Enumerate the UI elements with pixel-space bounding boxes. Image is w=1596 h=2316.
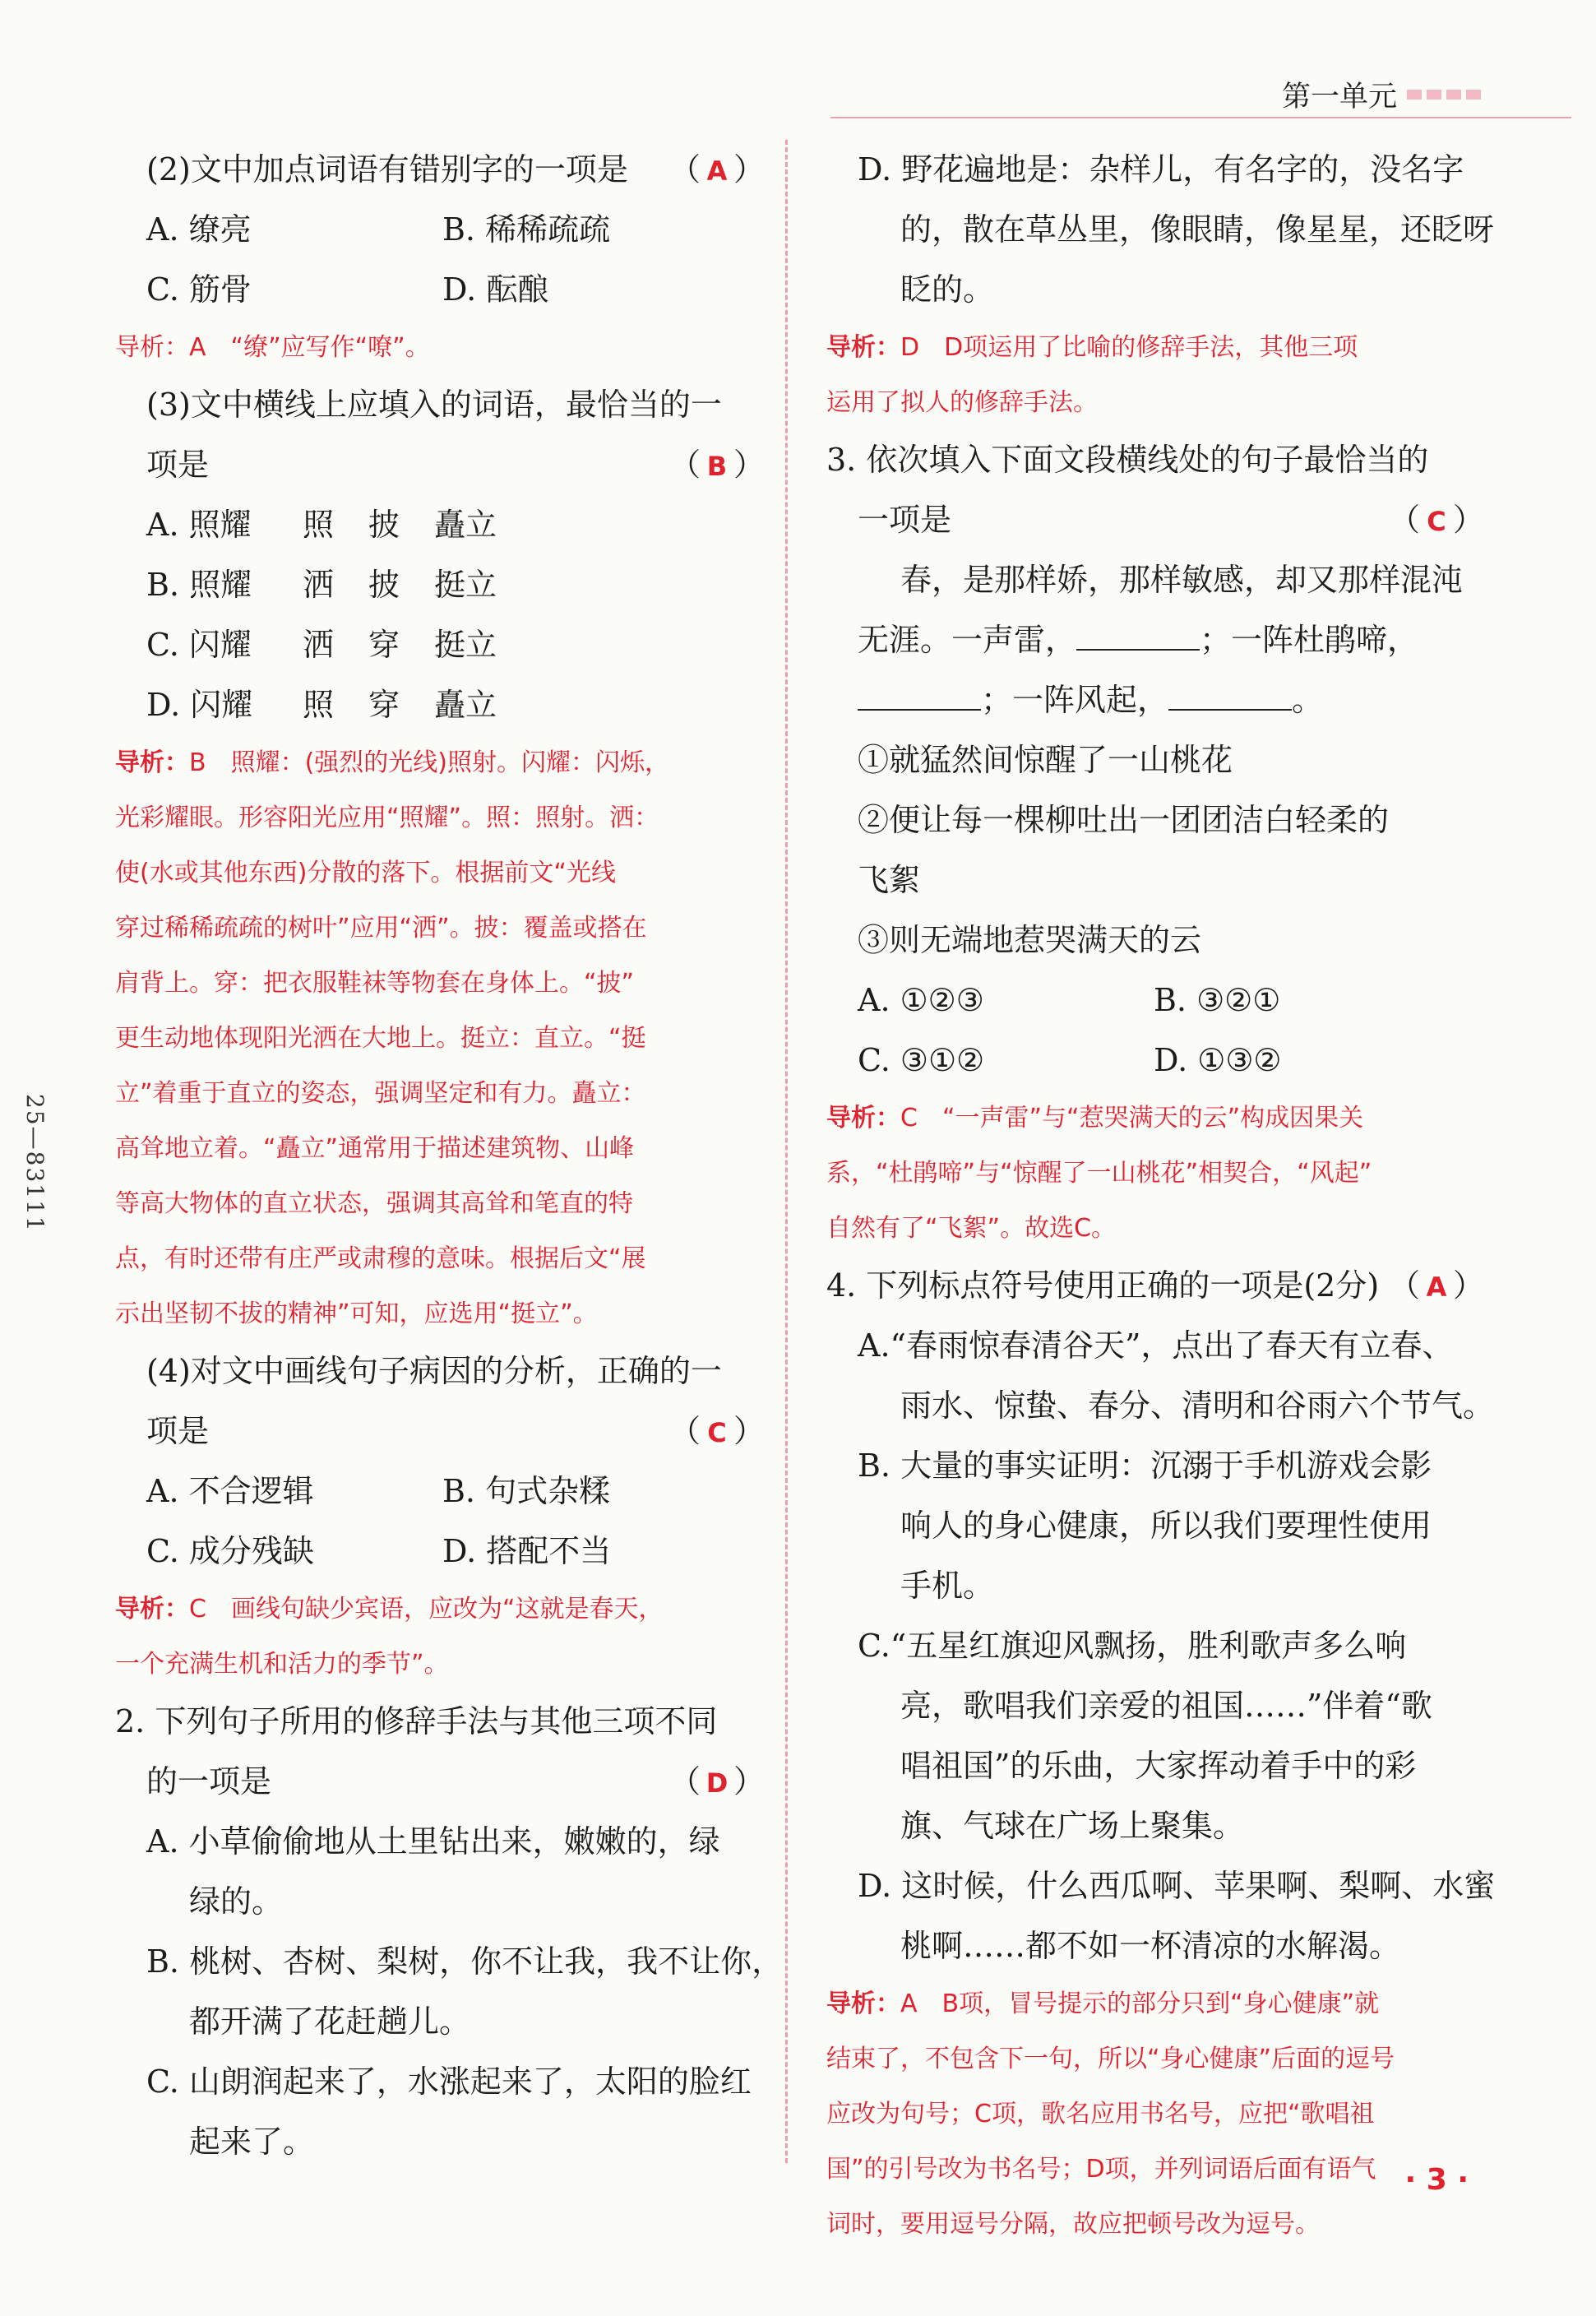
option-cont: 手机。: [900, 1568, 995, 1604]
option-row: B. 照耀 洒 披 挺立: [146, 567, 497, 603]
option: D. 搭配不当: [442, 1533, 612, 1569]
option: D. 酝酿: [442, 271, 549, 308]
option-row: C. 闪耀 洒 穿 挺立: [146, 627, 497, 663]
option: A. 小草偷偷地从土里钻出来，嫩嫩的，绿: [146, 1823, 720, 1860]
option-cont: 眨的。: [900, 271, 995, 308]
analysis-line: 一个充满生机和活力的季节”。: [115, 1650, 449, 1679]
answer-bracket: （ A ）: [1389, 1256, 1484, 1318]
option: B. 大量的事实证明：沉溺于手机游戏会影: [858, 1448, 1432, 1484]
analysis-line: 结束了，不包含下一句，所以“身心健康”后面的逗号: [826, 2045, 1395, 2073]
option-cont: 响人的身心健康，所以我们要理性使用: [900, 1508, 1432, 1544]
analysis-line: 点，有时还带有庄严或肃穆的意味。根据后文“展: [115, 1244, 646, 1273]
answer-bracket: （ A ）: [669, 140, 765, 201]
answer-letter: C: [707, 1417, 727, 1448]
fill-blank: [858, 676, 981, 711]
analysis-line: 导析：C “一声雷”与“惹哭满天的云”构成因果关: [826, 1104, 1364, 1133]
analysis-line: 更生动地体现阳光洒在大地上。挺立：直立。“挺: [115, 1024, 646, 1053]
analysis-line: 示出坚韧不拔的精神”可知，应选用“挺立”。: [115, 1299, 598, 1328]
option: D. ①③②: [1154, 1042, 1282, 1078]
passage-line: ；一阵风起， 。: [826, 670, 1484, 730]
option: C. ③①②: [858, 1042, 985, 1078]
question-stem: 2. 下列句子所用的修辞手法与其他三项不同: [115, 1703, 718, 1739]
analysis-line: 导析：C 画线句缺少宾语，应改为“这就是春天，: [115, 1595, 664, 1624]
unit-title: 第一单元: [1281, 81, 1397, 113]
analysis-line: 系，“杜鹃啼”与“惊醒了一山桃花”相契合，“风起”: [826, 1159, 1372, 1188]
option-cont: 亮，歌唱我们亲爱的祖国……”伴着“歌: [900, 1688, 1432, 1724]
answer-bracket: （ D ）: [669, 1752, 765, 1813]
side-code: 25—83111: [21, 1094, 49, 1233]
option: C.“五星红旗迎风飘扬，胜利歌声多么响: [858, 1628, 1407, 1664]
option: D. 野花遍地是：杂样儿，有名字的，没名字: [858, 151, 1464, 188]
option-cont: 绿的。: [189, 1883, 284, 1920]
option-row: [115, 200, 765, 260]
option-row: [826, 1031, 1484, 1091]
question-stem: 项是 （ B ）: [115, 435, 765, 495]
option: A. 缭亮: [146, 211, 252, 248]
option-cont: 雨水、惊蛰、春分、清明和谷雨六个节气。: [900, 1387, 1495, 1424]
option-row: D. 闪耀 照 穿 矗立: [146, 687, 497, 723]
header-decoration: [1402, 90, 1481, 100]
option: C. 山朗润起来了，水涨起来了，太阳的脸红: [146, 2064, 752, 2100]
analysis-line: 立”着重于直立的姿态，强调坚定和有力。矗立：: [115, 1079, 646, 1108]
analysis-line: 等高大物体的直立状态，强调其高耸和笔直的特: [115, 1189, 633, 1218]
option: A. ①②③: [858, 982, 984, 1018]
analysis-line: 导析：A “缭”应写作“嘹”。: [115, 333, 430, 362]
analysis-line: 自然有了“飞絮”。故选C。: [826, 1214, 1117, 1243]
option: B. 句式杂糅: [442, 1473, 611, 1509]
sentence-item: ②便让每一棵柳吐出一团团洁白轻柔的: [858, 802, 1390, 838]
answer-letter: D: [705, 1767, 729, 1799]
question-stem: (3)文中横线上应填入的词语，最恰当的一: [146, 387, 722, 423]
option-row: [115, 260, 765, 320]
answer-bracket: （ C ）: [1389, 490, 1484, 552]
option-cont: 唱祖国”的乐曲，大家挥动着手中的彩: [900, 1748, 1417, 1784]
left-column: [115, 140, 784, 2172]
analysis-line: 使(水或其他东西)分散的落下。根据前文“光线: [115, 859, 616, 887]
sentence-item: ①就猛然间惊醒了一山桃花: [858, 742, 1233, 778]
column-divider: [785, 140, 788, 2163]
question-stem: 一项是 （ C ）: [826, 490, 1484, 550]
analysis-line: 导析：D D项运用了比喻的修辞手法，其他三项: [826, 333, 1358, 362]
question-stem: 3. 依次填入下面文段横线处的句子最恰当的: [826, 442, 1429, 478]
fill-blank: [1168, 676, 1292, 711]
analysis-line: 高耸地立着。“矗立”通常用于描述建筑物、山峰: [115, 1134, 635, 1163]
question-stem: (4)对文中画线句子病因的分析，正确的一: [146, 1353, 722, 1389]
unit-header: [1282, 74, 1481, 115]
passage-line: 春，是那样娇，那样敏感，却又那样混沌: [900, 562, 1464, 598]
option-row: [826, 970, 1484, 1031]
option-cont: 都开满了花赶趟儿。: [189, 2003, 471, 2040]
option: B. 稀稀疏疏: [442, 211, 611, 248]
analysis-line: 国”的引号改为书名号；D项，并列词语后面有语气: [826, 2155, 1376, 2184]
right-column: [826, 140, 1496, 2252]
answer-bracket: （ B ）: [669, 435, 765, 497]
analysis-line: 词时，要用逗号分隔，故应把顿号改为逗号。: [826, 2210, 1320, 2239]
option-row: [115, 1461, 765, 1522]
option: B. ③②①: [1154, 982, 1281, 1018]
analysis-line: 导析：A B项，冒号提示的部分只到“身心健康”就: [826, 1989, 1380, 2018]
option-cont: 桃啊……都不如一杯清凉的水解渴。: [900, 1928, 1401, 1964]
option: A.“春雨惊春清谷天”，点出了春天有立春、: [858, 1327, 1454, 1364]
page-number: · 3 ·: [1404, 2163, 1469, 2197]
sentence-item: 飞絮: [858, 862, 921, 898]
fill-blank: [1076, 616, 1200, 651]
option: C. 筋骨: [146, 271, 252, 308]
option-row: [115, 1522, 765, 1582]
analysis-line: 穿过稀稀疏疏的树叶”应用“洒”。披：覆盖或搭在: [115, 914, 647, 943]
answer-letter: A: [706, 155, 728, 187]
analysis-line: 运用了拟人的修辞手法。: [826, 388, 1098, 417]
option: D. 这时候，什么西瓜啊、苹果啊、梨啊、水蜜: [858, 1868, 1496, 1904]
option-cont: 的，散在草丛里，像眼睛，像星星，还眨呀: [900, 211, 1495, 248]
analysis-line: 应改为句号；C项，歌名应用书名号，应把“歌唱祖: [826, 2100, 1375, 2128]
answer-letter: B: [706, 451, 728, 482]
header-rule: [830, 117, 1571, 118]
question-stem: 项是 （ C ）: [115, 1401, 765, 1461]
answer-letter: A: [1426, 1271, 1447, 1303]
option: C. 成分残缺: [146, 1533, 314, 1569]
option: A. 不合逻辑: [146, 1473, 314, 1509]
option-row: A. 照耀 照 披 矗立: [146, 507, 497, 543]
answer-bracket: （ C ）: [669, 1401, 765, 1463]
analysis-line: 导析：B 照耀：(强烈的光线)照射。闪耀：闪烁，: [115, 748, 669, 777]
answer-letter: C: [1427, 506, 1446, 537]
question-stem: 4. 下列标点符号使用正确的一项是(2分) （ A ）: [826, 1256, 1484, 1316]
question-stem: 的一项是 （ D ）: [115, 1752, 765, 1812]
sentence-item: ③则无端地惹哭满天的云: [858, 922, 1202, 958]
analysis-line: 光彩耀眼。形容阳光应用“照耀”。照：照射。洒：: [115, 804, 659, 832]
question-stem: (2)文中加点词语有错别字的一项是 （ A ）: [115, 140, 765, 200]
option-cont: 起来了。: [189, 2124, 315, 2160]
option: B. 桃树、杏树、梨树，你不让我，我不让你，: [146, 1943, 784, 1980]
option-cont: 旗、气球在广场上聚集。: [900, 1808, 1245, 1844]
passage-line: 无涯。一声雷， ；一阵杜鹃啼，: [826, 610, 1484, 670]
analysis-line: 肩背上。穿：把衣服鞋袜等物套在身体上。“披”: [115, 969, 635, 998]
